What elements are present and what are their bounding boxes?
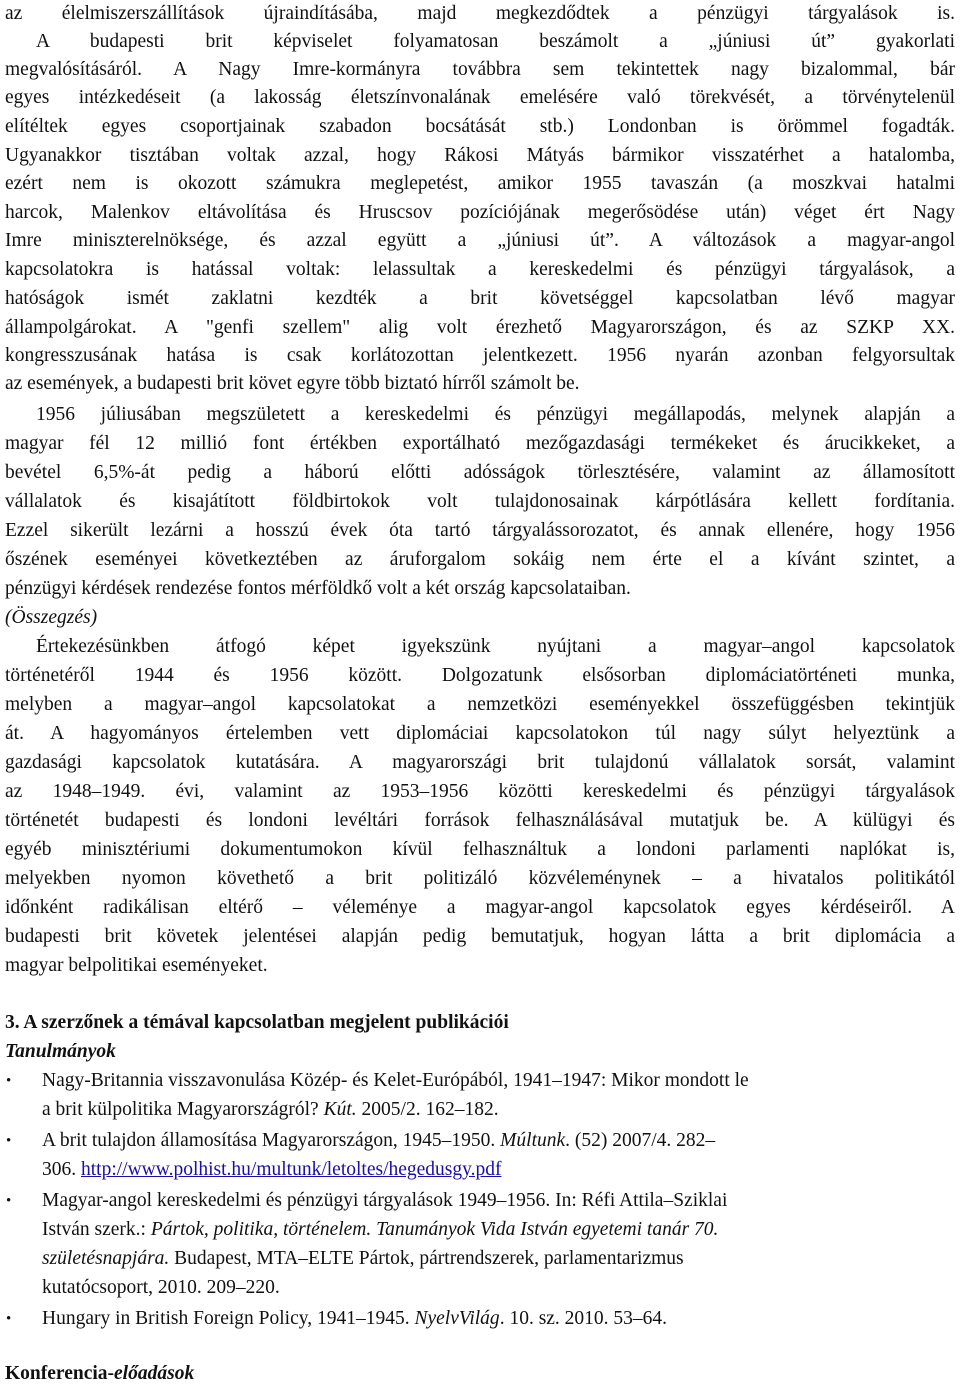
para2-line-4: vállalatok és kisajátított földbirtokok volt tulajdonosainak kárpótlására kellett fordítania. (5, 491, 955, 512)
publication-1-line-2 (42, 1096, 955, 1124)
publication-3-book-title-end: születésnapjára. (42, 1248, 170, 1269)
publication-3-line-4: kutatócsoport, 2010. 209–220. (42, 1277, 280, 1298)
para1-line-11: hatóságok ismét zaklatni kezdték a brit követséggel kapcsolatban lévő magyar (5, 288, 955, 309)
para1-line-14: az események, a budapesti brit követ egyre több biztató hírről számolt be. (5, 373, 580, 394)
para3-line-6: az 1948–1949. évi, valamint az 1953–1956 közötti kereskedelmi és pénzügyi tárgyalások (5, 781, 955, 802)
para3-line-5: gazdasági kapcsolatok kutatására. A magyarországi brit tulajdonú vállalatok sorsát, valamint (5, 752, 955, 773)
publication-1-issue: 2005/2. 162–182. (356, 1099, 499, 1120)
para2-line-5: Ezzel sikerült lezárni a hosszú évek óta tartó tárgyalássorozatot, és annak ellenére, hogy 1956 (5, 520, 955, 541)
publication-4-issue: . 10. sz. 2010. 53–64. (499, 1308, 668, 1329)
para1-line-13: kongresszusának hatása is csak korlátozottan jelentkezett. 1956 nyarán azonban felgyorsultak (5, 345, 955, 366)
bullet-icon: • (6, 1193, 12, 1209)
conference-heading-italic: előadások (114, 1363, 195, 1384)
bullet-icon: • (6, 1073, 12, 1089)
para3-line-8: egyéb minisztériumi dokumentumokon kívül felhasználtuk a londoni parlamenti naplókat is, (5, 839, 955, 860)
publication-2-journal: Múltunk (500, 1130, 566, 1151)
para1-line-10: kapcsolatokra is hatással voltak: lelassultak a kereskedelmi és pénzügyi tárgyalások, a (5, 259, 955, 280)
para2-line-6: őszének eseményei következtében az áruforgalom sokáig nem érte el a kívánt szintet, a (5, 549, 955, 570)
publication-1-journal: Kút. (323, 1099, 357, 1120)
para3-line-7: történetét budapesti és londoni levéltári források felhasználásával mutatjuk be. A külügyi és (5, 810, 955, 831)
para2-line-2: magyar fél 12 millió font értékben exportálható mezőgazdasági termékeket és árucikkeket, a (5, 433, 955, 454)
para1-line-1: az élelmiszerszállítások újraindításába, majd megkezdődtek a pénzügyi tárgyalások is. (5, 3, 955, 24)
publication-2-line-2 (42, 1156, 955, 1184)
para1-line-8: harcok, Malenkov eltávolítása és Hruscsov pozíciójának megerősödése után) véget ért Nagy (5, 202, 955, 223)
para2-line-7: pénzügyi kérdések rendezése fontos mérföldkő volt a két ország kapcsolataiban. (5, 578, 631, 599)
para1-line-12: állampolgárokat. A "genfi szellem" alig volt érezhető Magyarországon, és az SZKP XX. (5, 317, 955, 338)
publication-2-link[interactable]: http://www.polhist.hu/multunk/letoltes/hegedusgy.pdf (81, 1159, 502, 1180)
para1-line-4: egyes intézkedéseit (a lakosság életszínvonalának emelésére való törekvését, a törvénytelenül (5, 87, 955, 108)
para3-line-3: melyben a magyar–angol kapcsolatokat a nemzetközi eseményekkel összefüggésben tekintjük (5, 694, 955, 715)
para1-line-3: megvalósításáról. A Nagy Imre-kormányra továbbra sem tekintettek nagy bizalommal, bár (5, 59, 955, 80)
publication-4-line-1 (42, 1305, 955, 1333)
publication-3-publisher: Budapest, MTA–ELTE Pártok, pártrendszerek, parlamentarizmus (169, 1248, 684, 1269)
publication-2-issue: . (52) 2007/4. 282– (565, 1130, 716, 1151)
publication-4-journal: NyelvVilág (414, 1308, 500, 1329)
para1-line-6: Ugyanakkor tisztában voltak azzal, hogy Rákosi Mátyás bármikor visszatérhet a hatalomba, (5, 145, 955, 166)
publication-1-text: a brit külpolitika Magyarországról? (42, 1099, 324, 1120)
bullet-icon: • (6, 1311, 12, 1327)
publication-3-line-2 (42, 1216, 955, 1244)
para1-line-9: Imre miniszterelnöksége, és azzal együtt a „júniusi út”. A változások a magyar-angol (5, 230, 955, 251)
summary-heading: (Összegzés) (5, 607, 98, 628)
publication-1-line-1: Nagy-Britannia visszavonulása Közép- és Kelet-Európából, 1941–1947: Mikor mondott le (42, 1070, 749, 1091)
para3-line-2: történetéről 1944 és 1956 között. Dolgozatunk elsősorban diplomáciatörténeti munka, (5, 665, 955, 686)
para3-line-11: budapesti brit követek jelentései alapján pedig bemutatjuk, hogyan látta a brit diplomácia a (5, 926, 955, 947)
publication-2-pages: 306. (42, 1159, 81, 1180)
para3-line-9: melyekben nyomon követhető a brit politizáló közvéleménynek – a hivatalos politikától (5, 868, 955, 889)
section-heading: 3. A szerzőnek a témával kapcsolatban megjelent publikációi (5, 1012, 509, 1033)
publication-2-line-1 (42, 1127, 955, 1155)
para2-line-3: bevétel 6,5%-át pedig a háború előtti adósságok törlesztésére, valamint az államosított (5, 462, 955, 483)
para1-line-2: A budapesti brit képviselet folyamatosan beszámolt a „júniusi út” gyakorlati (36, 31, 955, 52)
bullet-icon: • (6, 1133, 12, 1149)
para2-line-1: 1956 júliusában megszületett a kereskedelmi és pénzügyi megállapodás, melynek alapján a (36, 404, 955, 425)
para3-line-4: át. A hagyományos értelemben vett diplomáciai kapcsolatokon túl nagy súlyt helyeztünk a (5, 723, 955, 744)
publication-2-title: A brit tulajdon államosítása Magyarországon, 1945–1950. (42, 1130, 501, 1151)
para3-line-12: magyar belpolitikai eseményeket. (5, 955, 268, 976)
publication-3-book-title: Pártok, politika, történelem. Tanumányok Vida István egyetemi tanár 70. (150, 1219, 719, 1240)
studies-heading: Tanulmányok (5, 1041, 116, 1062)
conference-heading (5, 1360, 955, 1388)
publication-3-line-3 (42, 1245, 955, 1273)
publication-3-editor: István szerk.: (42, 1219, 151, 1240)
publication-4-title: Hungary in British Foreign Policy, 1941–1945. (42, 1308, 415, 1329)
para1-line-7: ezért nem is okozott számukra meglepetést, amikor 1955 tavaszán (a moszkvai hatalmi (5, 173, 955, 194)
para3-line-1: Értekezésünkben átfogó képet igyekszünk nyújtani a magyar–angol kapcsolatok (36, 636, 955, 657)
para1-line-5: elítéltek egyes csoportjainak szabadon bocsátását stb.) Londonban is örömmel fogadták. (5, 116, 955, 137)
publication-3-line-1: Magyar-angol kereskedelmi és pénzügyi tárgyalások 1949–1956. In: Réfi Attila–Sziklai (42, 1190, 728, 1211)
conference-heading-text: Konferencia- (5, 1363, 115, 1384)
para3-line-10: időnként radikálisan eltérő – véleménye a magyar-angol kapcsolatok egyes kérdéseiről. A (5, 897, 955, 918)
